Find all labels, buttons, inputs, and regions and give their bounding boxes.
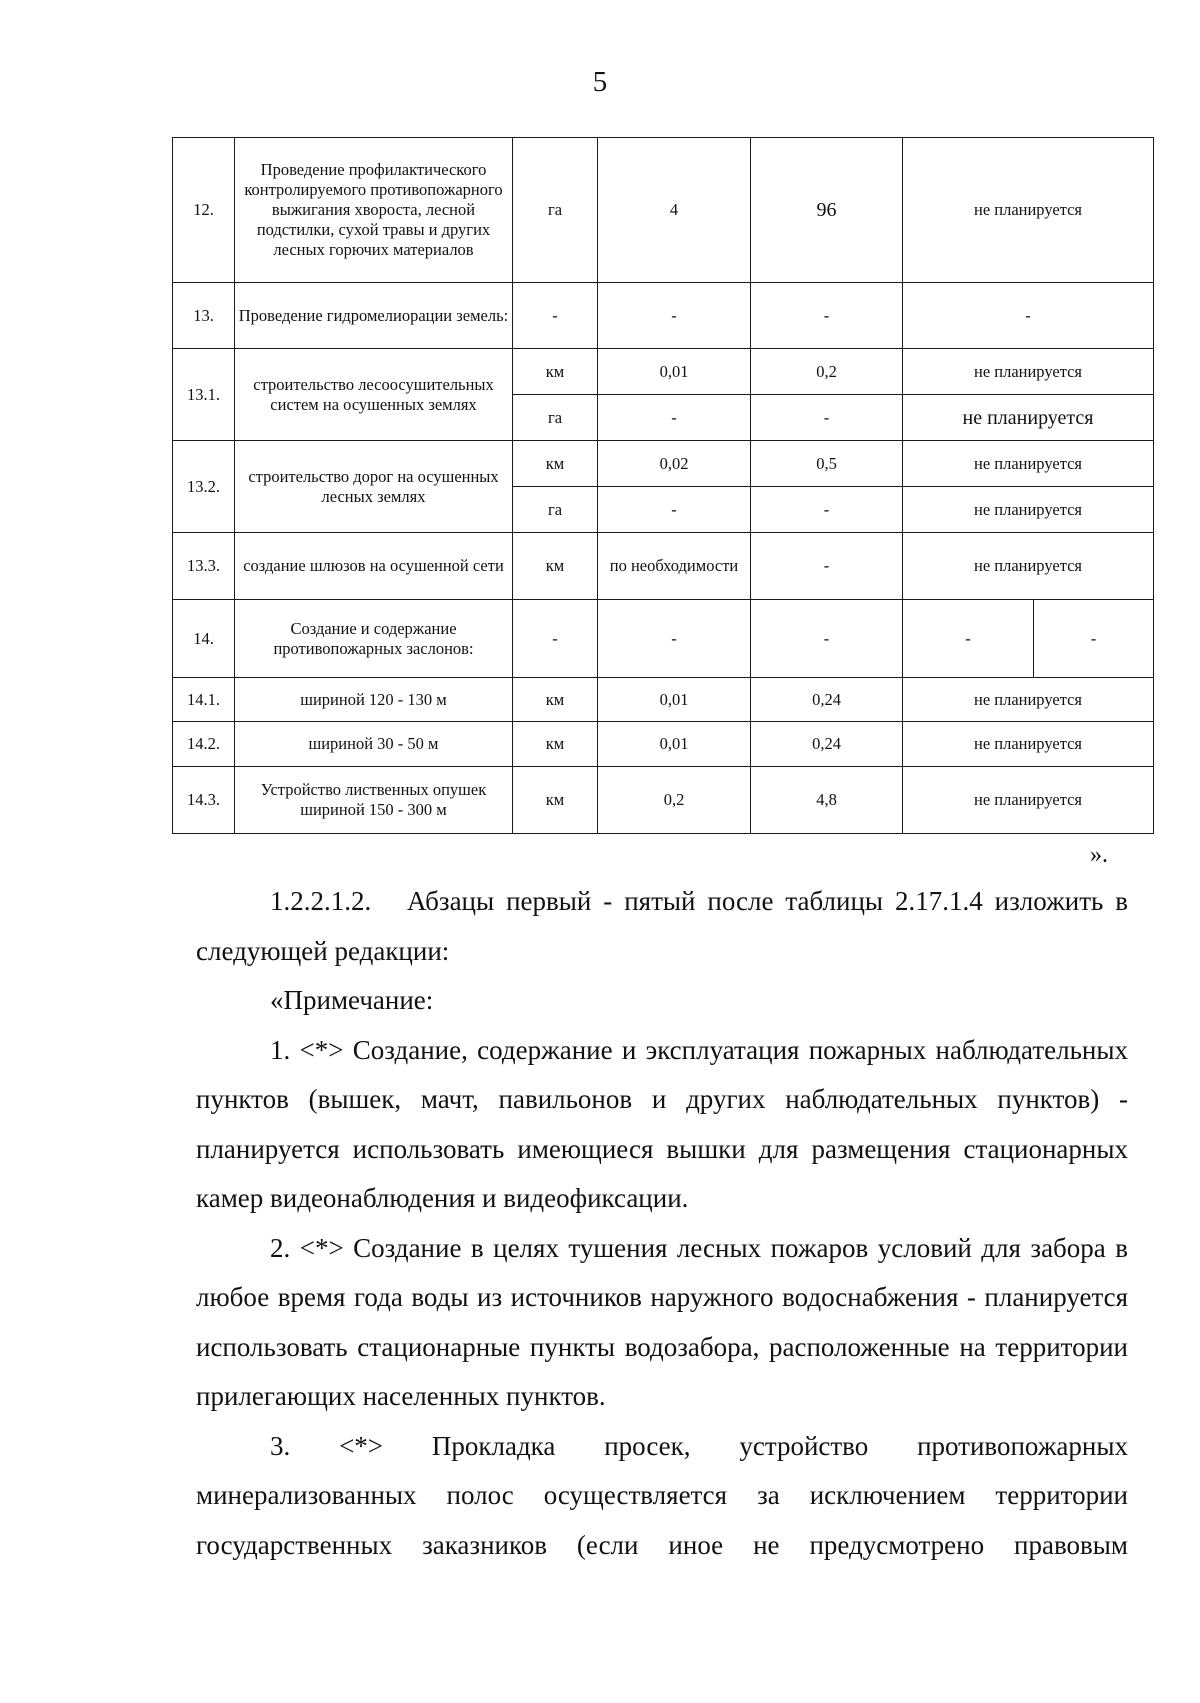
- row-number: 13.3.: [173, 533, 235, 600]
- measure-name: Проведение гидромелиорации земель:: [235, 283, 513, 349]
- value-cell: 4: [598, 138, 751, 283]
- row-number: 13.: [173, 283, 235, 349]
- status-cell: -: [903, 283, 1154, 349]
- value-cell: 0,01: [598, 349, 751, 395]
- value-cell: 0,2: [598, 767, 751, 834]
- status-cell: не планируется: [903, 487, 1154, 533]
- row-number: 14.3.: [173, 767, 235, 834]
- value-cell: -: [598, 283, 751, 349]
- measure-name: строительство лесоосушительных систем на осушенных землях: [235, 349, 513, 441]
- paragraph-note-1: 1. <*> Создание, содержание и эксплуатация пожарных наблюдательных пунктов (вышек, мачт, павильонов и других наблюдательных пунктов) - планируется использовать имеющиеся вышки для размещения стационарных камер видеонаблюдения и видеофиксации.: [196, 1034, 1128, 1213]
- value-cell: 0,01: [598, 678, 751, 722]
- value-cell: -: [751, 283, 903, 349]
- value-cell: -: [598, 600, 751, 678]
- value-cell: -: [751, 487, 903, 533]
- value-cell: 4,8: [751, 767, 903, 834]
- unit-cell: км: [513, 767, 598, 834]
- value-cell: -: [598, 487, 751, 533]
- table-row: [173, 722, 1154, 767]
- value-cell: 0,5: [751, 441, 903, 487]
- value-cell: 0,24: [751, 722, 903, 767]
- value-cell: 0,2: [751, 349, 903, 395]
- row-number: 14.: [173, 600, 235, 678]
- value-cell: по необходимости: [598, 533, 751, 600]
- paragraph-note-heading: «Примечание:: [270, 985, 434, 1015]
- value-cell: -: [751, 600, 903, 678]
- value-cell: -: [598, 395, 751, 441]
- measure-name: шириной 120 - 130 м: [235, 678, 513, 722]
- value-cell: 0,01: [598, 722, 751, 767]
- unit-cell: км: [513, 722, 598, 767]
- unit-cell: -: [513, 283, 598, 349]
- row-number: 14.1.: [173, 678, 235, 722]
- page-number: 5: [592, 66, 608, 98]
- value-cell: 0,02: [598, 441, 751, 487]
- table-row: [173, 283, 1154, 349]
- table-row: [173, 533, 1154, 600]
- unit-cell: км: [513, 533, 598, 600]
- status-cell: не планируется: [903, 349, 1154, 395]
- paragraph-note-2: 2. <*> Создание в целях тушения лесных пожаров условий для забора в любое время года воды из источников наружного водоснабжения - планируется использовать стационарные пункты водозабора, расположенные на территории прилегающих населенных пунктов.: [196, 1232, 1128, 1411]
- measure-name: шириной 30 - 50 м: [235, 722, 513, 767]
- value-cell: 96: [751, 138, 903, 283]
- unit-cell: га: [513, 487, 598, 533]
- table-row: [173, 349, 1154, 395]
- measure-name: строительство дорог на осушенных лесных землях: [235, 441, 513, 533]
- status-cell: не планируется: [903, 441, 1154, 487]
- closing-quote: ».: [1090, 842, 1108, 868]
- unit-cell: -: [513, 600, 598, 678]
- amendment-text: [196, 877, 1135, 1570]
- value-cell: -: [751, 533, 903, 600]
- status-cell: не планируется: [903, 678, 1154, 722]
- unit-cell: га: [513, 395, 598, 441]
- value-cell: 0,24: [751, 678, 903, 722]
- row-number: 14.2.: [173, 722, 235, 767]
- unit-cell: км: [513, 349, 598, 395]
- unit-cell: га: [513, 138, 598, 283]
- measure-name: создание шлюзов на осушенной сети: [235, 533, 513, 600]
- row-number: 12.: [173, 138, 235, 283]
- status-cell: не планируется: [903, 767, 1154, 834]
- unit-cell: км: [513, 441, 598, 487]
- measure-name: Проведение профилактического контролируемого противопожарного выжигания хвороста, лесной подстилки, сухой травы и других лесных горючих материалов: [235, 138, 513, 283]
- status-cell: не планируется: [903, 395, 1154, 441]
- status-cell: не планируется: [903, 533, 1154, 600]
- paragraph-note-3: 3. <*> Прокладка просек, устройство противопожарных минерализованных полос осуществляется за исключением территории государственных заказников (если иное не предусмотрено правовым: [196, 1430, 1128, 1560]
- status-cell: не планируется: [903, 722, 1154, 767]
- row-number: 13.2.: [173, 441, 235, 533]
- value-cell: -: [751, 395, 903, 441]
- unit-cell: км: [513, 678, 598, 722]
- status-cell: не планируется: [903, 138, 1154, 283]
- status-cell: -: [1034, 600, 1154, 678]
- paragraph-amendment: 1.2.2.1.2. Абзацы первый - пятый после таблицы 2.17.1.4 изложить в следующей редакции:: [196, 886, 1135, 966]
- table-row: [173, 600, 1154, 678]
- measures-table: [172, 137, 1154, 834]
- table-row: [173, 138, 1154, 283]
- table-row: [173, 767, 1154, 834]
- table-row: [173, 441, 1154, 487]
- measure-name: Создание и содержание противопожарных заслонов:: [235, 600, 513, 678]
- status-cell: -: [903, 600, 1034, 678]
- measure-name: Устройство лиственных опушек шириной 150 - 300 м: [235, 767, 513, 834]
- table-row: [173, 678, 1154, 722]
- row-number: 13.1.: [173, 349, 235, 441]
